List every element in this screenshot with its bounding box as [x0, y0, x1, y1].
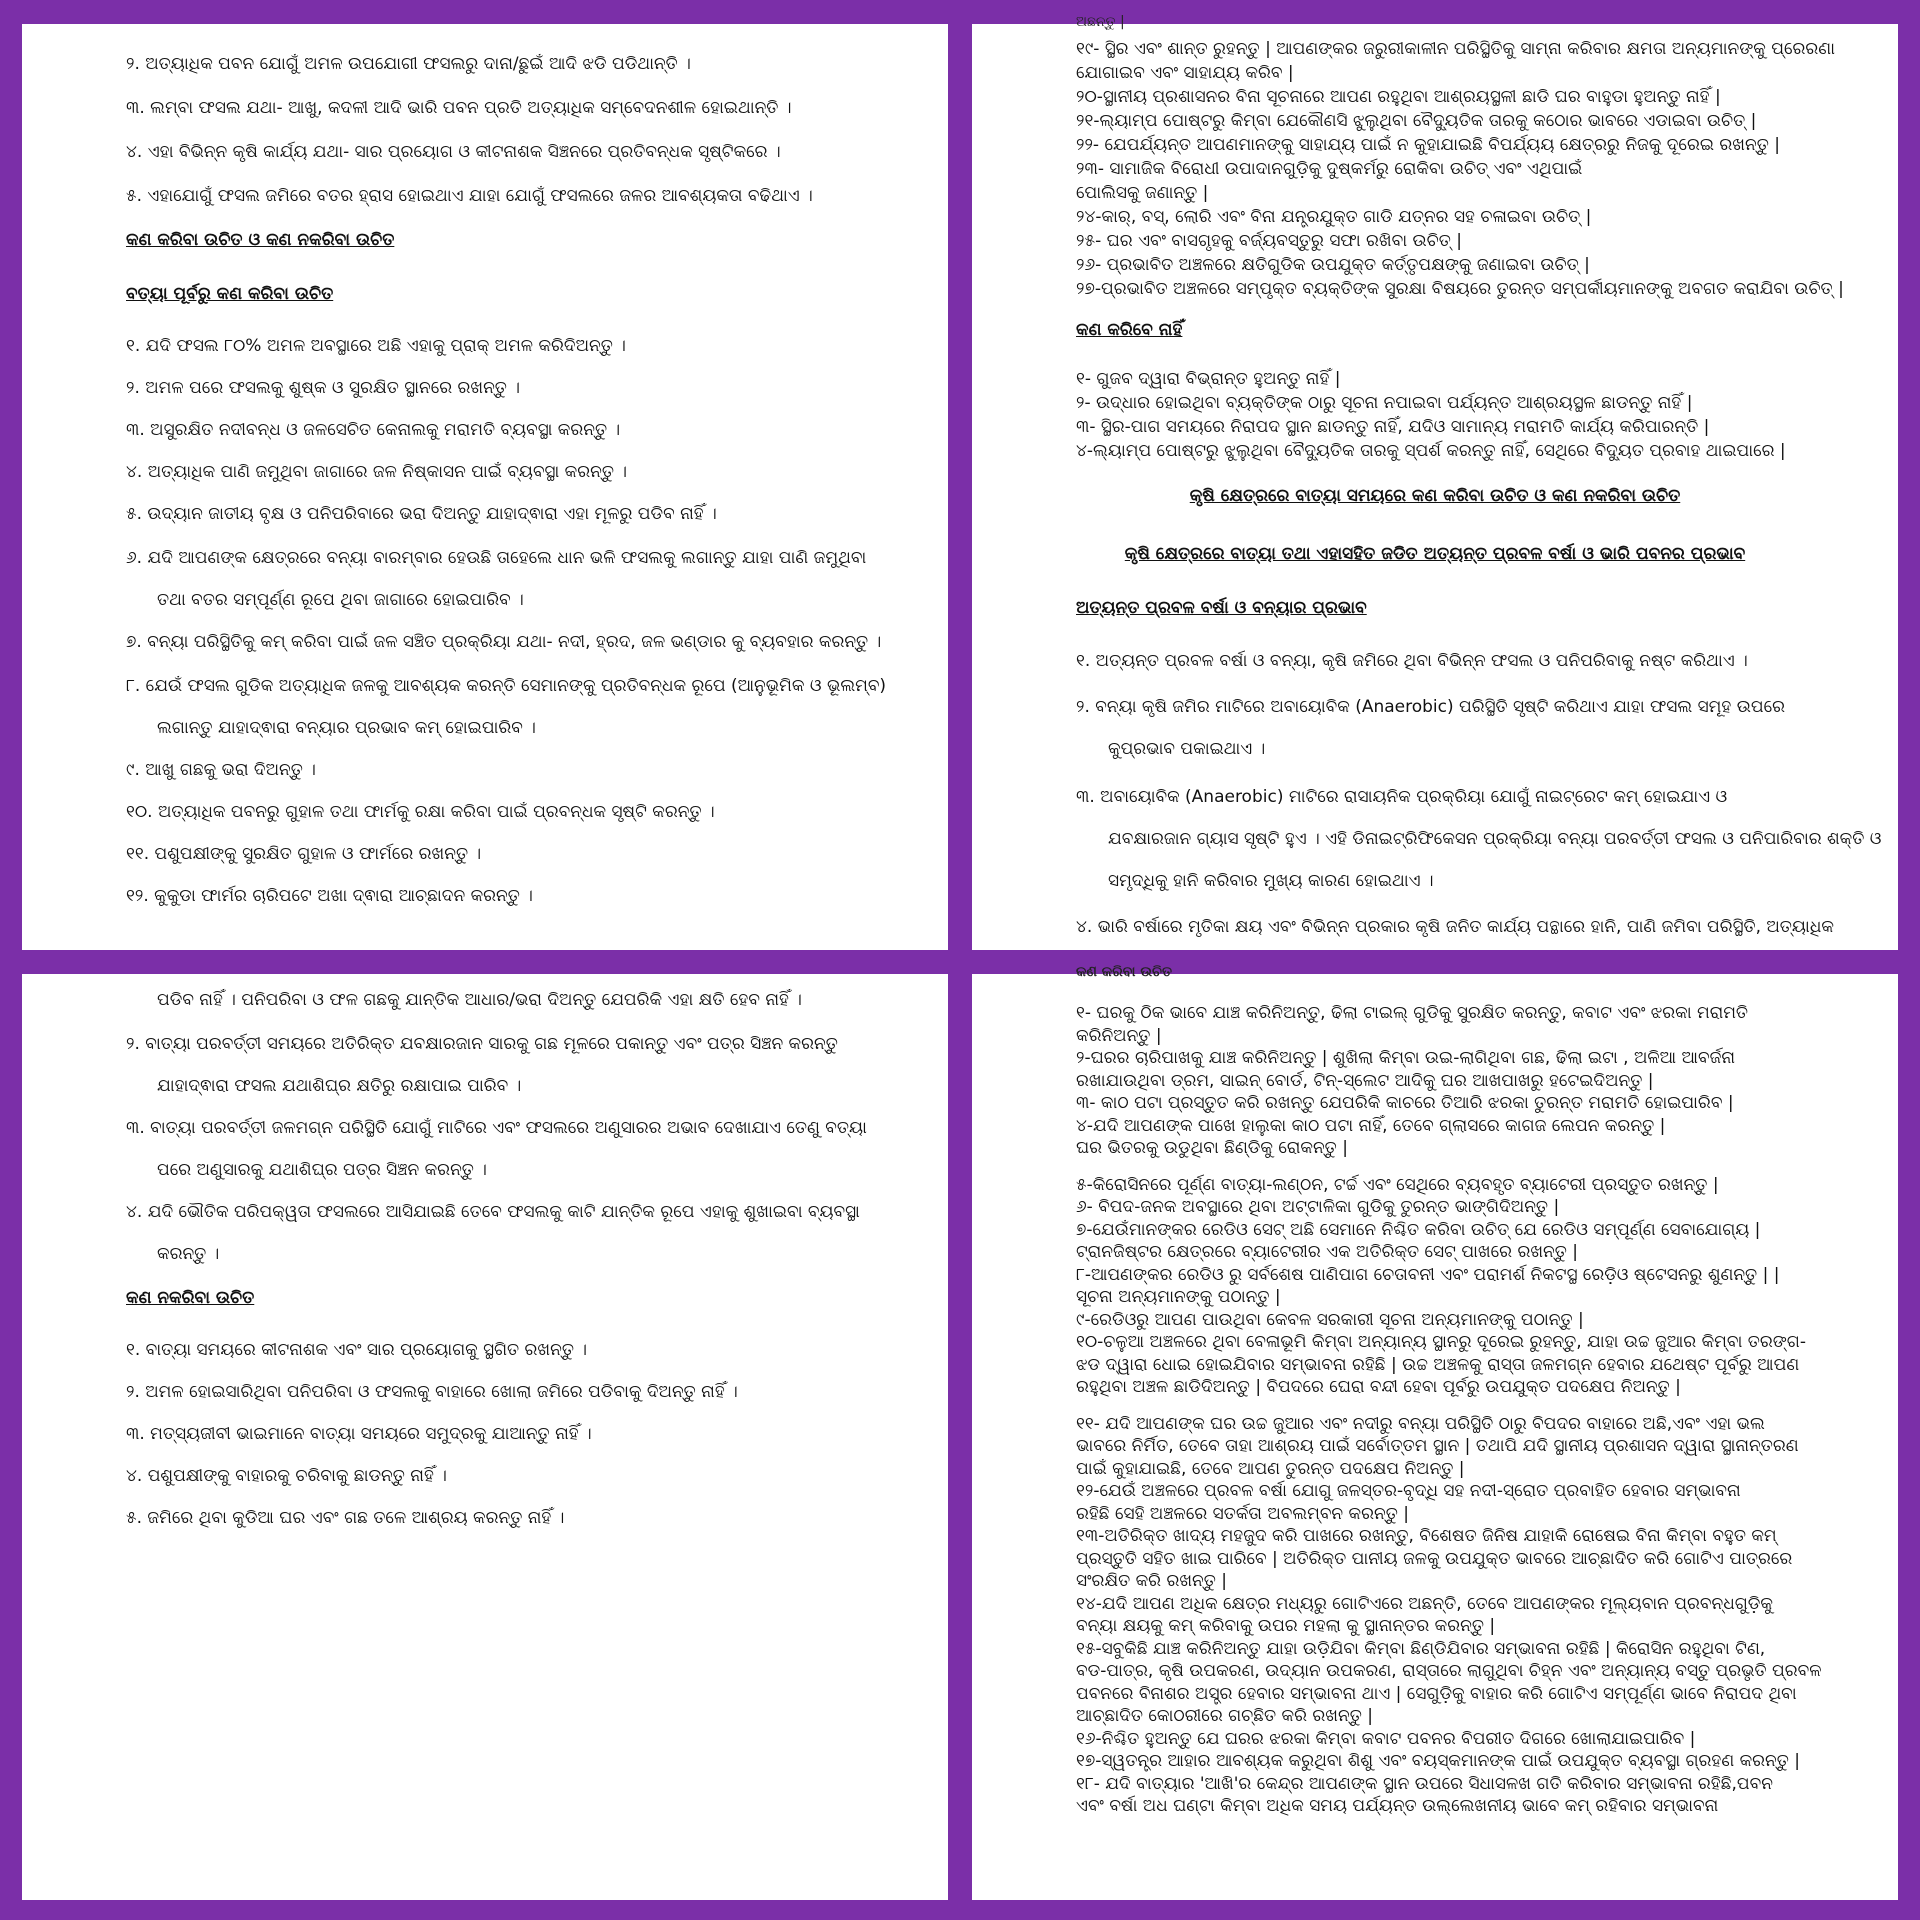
list-item: ୨୭-ପ୍ରଭାବିତ ଅଞ୍ଚଳରେ ସମ୍ପୃକ୍ତ ବ୍ୟକ୍ତିଙ୍କ ସୁରକ୍ଷା ବିଷୟରେ ତୁରନ୍ତ ସମ୍ପର୍କୀୟମାନଙ୍କୁ ଅବଗତ କରାଯିବା ଉଚିତ୍ |: [1076, 279, 1844, 299]
list-item: ୨. ଅତ୍ୟାଧିକ ପବନ ଯୋଗୁଁ ଅମଳ ଉପଯୋଗୀ ଫସଲରୁ ଦାନା/ଛୁଇଁ ଆଦି ଝଡି ପଡିଥାନ୍ତି ।: [126, 54, 691, 74]
list-item-continuation: ସମୃଦ୍ଧିକୁ ହାନି କରିବାର ମୁଖ୍ୟ କାରଣ ହୋଇଥାଏ ।: [1108, 871, 1434, 891]
list-item: ୧୯- ସ୍ଥିର ଏବଂ ଶାନ୍ତ ରୁହନ୍ତୁ | ଆପଣଙ୍କର ଜରୁରୀକାଳୀନ ପରିସ୍ଥିତିକୁ ସାମ୍ନା କରିବାର କ୍ଷମତା ଅନ୍ୟମାନଙ୍କୁ ପ୍ରେରଣା: [1076, 39, 1835, 59]
list-item: ୧୨-ଯେଉଁ ଅଞ୍ଚଳରେ ପ୍ରବଳ ବର୍ଷା ଯୋଗୁ ଜଳସ୍ତର-ବୃଦ୍ଧି ସହ ନଦୀ-ସ୍ରୋତ ପ୍ରବାହିତ ହେବାର ସମ୍ଭାବନା: [1076, 1481, 1741, 1501]
list-item: ବଡ-ପାତ୍ର, କୃଷି ଉପକରଣ, ଉଦ୍ୟାନ ଉପକରଣ, ରାସ୍ତାରେ ଲାଗୁଥିବା ଚିହ୍ନ ଏବଂ ଅନ୍ୟାନ୍ୟ ବସ୍ତୁ ପ୍ରଭୃତି ପ୍ରବଳ: [1076, 1661, 1822, 1681]
list-item: ପୋଲିସକୁ ଜଣାନ୍ତୁ |: [1076, 183, 1209, 203]
list-item: ୪-ଯଦି ଆପଣଙ୍କ ପାଖେ ହାଲୁକା କାଠ ପଟା ନାହିଁ, ତେବେ ଗ୍ଲାସରେ କାଗଜ ଲେପନ କରନ୍ତୁ |: [1076, 1115, 1666, 1136]
list-item: ୪. ଅତ୍ୟାଧିକ ପାଣି ଜମୁଥିବା ଜାଗାରେ ଜଳ ନିଷ୍କାସନ ପାଇଁ ବ୍ୟବସ୍ଥା କରନ୍ତୁ ।: [126, 462, 627, 482]
list-item: ୩. ଅବାୟୋବିକ (Anaerobic) ମାଟିରେ ରାସାୟନିକ ପ୍ରକ୍ରିୟା ଯୋଗୁଁ ନାଇଟ୍ରେଟ କମ୍ ହୋଇଯାଏ ଓ: [1076, 787, 1728, 807]
list-item: ୨୫- ଘର ଏବଂ ବାସଗୃହକୁ ବର୍ଜ୍ୟବସ୍ତୁରୁ ସଫା ରଖିବା ଉଚିତ୍ |: [1076, 231, 1462, 251]
list-item: ୭-ଯେଉଁମାନଙ୍କର ରେଡିଓ ସେଟ୍ ଅଛି ସେମାନେ ନିଶ୍ଚିତ କରିବା ଉଚିତ୍ ଯେ ରେଡିଓ ସମ୍ପୂର୍ଣ୍ଣ ସେବାଯୋଗ୍ୟ |: [1076, 1219, 1761, 1240]
list-item: ୬- ବିପଦ-ଜନକ ଅବସ୍ଥାରେ ଥିବା ଅଟ୍ଟାଳିକା ଗୁଡିକୁ ତୁରନ୍ତ ଭାଙ୍ଗିଦିଅନ୍ତୁ |: [1076, 1197, 1560, 1217]
list-item: କରିନିଅନ୍ତୁ |: [1076, 1025, 1162, 1046]
list-item: ୧୫-ସବୁକିଛି ଯାଞ୍ଚ କରିନିଅନ୍ତୁ ଯାହା ଉଡ଼ିଯିବା କିମ୍ବା ଛିଣ୍ଡିଯିବାର ସମ୍ଭାବନା ରହିଛି | କିରୋସିନ ରହୁଥିବା ଟିଣ,: [1076, 1638, 1766, 1659]
list-item: ଯୋଗାଇବ ଏବଂ ସାହାଯ୍ୟ କରିବ |: [1076, 63, 1294, 83]
cut-off-heading: କଣ କରିବା ଉଚିତ: [1076, 964, 1172, 980]
list-item: ବନ୍ୟା କ୍ଷୟକୁ କମ୍ କରିବାକୁ ଉପର ମହଲା କୁ ସ୍ଥାନାନ୍ତର କରନ୍ତୁ |: [1076, 1616, 1496, 1636]
list-item: ୫. ଉଦ୍ୟାନ ଜାତୀୟ ବୃକ୍ଷ ଓ ପନିପରିବାରେ ଭରା ଦିଅନ୍ତୁ ଯାହାଦ୍ଵାରା ଏହା ମୂଳରୁ ପଡିବ ନାହିଁ ।: [126, 504, 717, 524]
list-item: ୨. ଅମଳ ହୋଇସାରିଥିବା ପନିପରିବା ଓ ଫସଲକୁ ବାହାରେ ଖୋଲା ଜମିରେ ପଡିବାକୁ ଦିଅନ୍ତୁ ନାହିଁ ।: [126, 1382, 738, 1402]
panel-bottom-right: [972, 964, 1898, 1900]
list-item: ୭. ବନ୍ୟା ପରିସ୍ଥିତିକୁ କମ୍ କରିବା ପାଇଁ ଜଳ ସଞ୍ଚିତ ପ୍ରକ୍ରିୟା ଯଥା- ନଦୀ, ହ୍ରଦ, ଜଳ ଭଣ୍ଡାର କୁ ବ୍ୟବହାର କରନ୍ତୁ ।: [126, 632, 882, 652]
list-item: ୨୧-ଲ୍ୟାମ୍ପ ପୋଷ୍ଟରୁ କିମ୍ବା ଯେକୌଣସି ଝୁଲୁଥିବା ବୈଦ୍ୟୁତିକ ତାରକୁ କଠୋର ଭାବରେ ଏଡାଇବା ଉଚିତ୍ |: [1076, 111, 1757, 131]
list-item: ୫. ଜମିରେ ଥିବା କୁଡିଆ ଘର ଏବଂ ଗଛ ତଳେ ଆଶ୍ରୟ କରନ୍ତୁ ନାହିଁ ।: [126, 1508, 565, 1528]
list-item: ୩. ଅସୁରକ୍ଷିତ ନଦୀବନ୍ଧ ଓ ଜଳସେଚିତ କେନାଲକୁ ମରାମତି ବ୍ୟବସ୍ଥା କରନ୍ତୁ ।: [126, 420, 621, 440]
list-item-continuation: ପଡିବ ନାହିଁ । ପନିପରିବା ଓ ଫଳ ଗଛକୁ ଯାନ୍ତିକ ଆଧାର/ଭରା ଦିଅନ୍ତୁ ଯେପରିକି ଏହା କ୍ଷତି ହେବ ନାହିଁ ।: [157, 990, 802, 1010]
list-item-continuation: ପରେ ଅଣୁସାରକୁ ଯଥାଶିଘ୍ର ପତ୍ର ସିଞ୍ଚନ କରନ୍ତୁ ।: [157, 1160, 487, 1180]
list-item: ୧୦-ଚଳୁଆ ଅଞ୍ଚଳରେ ଥିବା ବେଳାଭୂମି କିମ୍ବା ଅନ୍ୟାନ୍ୟ ସ୍ଥାନରୁ ଦୂରେଇ ରୁହନ୍ତୁ, ଯାହା ଉଚ୍ଚ ଜୁଆର କିମ୍ବା ତରଙ୍ଗ-: [1076, 1332, 1806, 1352]
list-item: ରହିଛି ସେହି ଅଞ୍ଚଳରେ ସତର୍କତା ଅବଲମ୍ବନ କରନ୍ତୁ |: [1076, 1503, 1409, 1524]
list-item: ୧୩-ଅତିରିକ୍ତ ଖାଦ୍ୟ ମହଜୁଦ କରି ପାଖରେ ରଖନ୍ତୁ, ବିଶେଷତ ଜିନିଷ ଯାହାକି ରୋଷେଇ ବିନା କିମ୍ବା ବହୁତ କମ୍: [1076, 1526, 1777, 1546]
list-item: ୨୬- ପ୍ରଭାବିତ ଅଞ୍ଚଳରେ କ୍ଷତିଗୁଡିକ ଉପଯୁକ୍ତ କର୍ତ୍ତୃପକ୍ଷଙ୍କୁ ଜଣାଇବା ଉଚିତ୍ |: [1076, 255, 1590, 275]
list-item-continuation: କରନ୍ତୁ ।: [157, 1244, 220, 1264]
list-item: ୩- କାଠ ପଟା ପ୍ରସ୍ତୁତ କରି ରଖନ୍ତୁ ଯେପରିକି କାଚରେ ତିଆରି ଝରକା ତୁରନ୍ତ ମରାମତି ହୋଇପାରିବ |: [1076, 1093, 1734, 1113]
section-subheading: ଅତ୍ୟନ୍ତ ପ୍ରବଳ ବର୍ଷା ଓ ବନ୍ୟାର ପ୍ରଭାବ: [1076, 598, 1367, 618]
list-item: ସଂରକ୍ଷିତ କରି ରଖନ୍ତୁ |: [1076, 1571, 1228, 1591]
list-item: ୨୦-ସ୍ଥାନୀୟ ପ୍ରଶାସନର ବିନା ସୂଚନାରେ ଆପଣ ରହୁଥିବା ଆଶ୍ରୟସ୍ଥଳୀ ଛାଡି ଘର ବାହୁଡା ହୁଅନ୍ତୁ ନାହିଁ |: [1076, 87, 1721, 107]
list-item: ୩. ମତ୍ସ୍ୟଜୀବୀ ଭାଇମାନେ ବାତ୍ୟା ସମୟରେ ସମୁଦ୍ରକୁ ଯାଆନ୍ତୁ ନାହିଁ ।: [126, 1424, 592, 1444]
section-heading: କଣ କରିବା ଉଚିତ ଓ କଣ ନକରିବା ଉଚିତ: [126, 230, 395, 250]
list-item: ୧୮- ଯଦି ବାତ୍ୟାର 'ଆଖି'ର କେନ୍ଦ୍ର ଆପଣଙ୍କ ସ୍ଥାନ ଉପରେ ସିଧାସଳଖ ଗତି କରିବାର ସମ୍ଭାବନା ରହିଛି,ପବନ: [1076, 1773, 1773, 1794]
list-item: ପ୍ରସ୍ତୁତି ସହିତ ଖାଇ ପାରିବେ | ଅତିରିକ୍ତ ପାନୀୟ ଜଳକୁ ଉପଯୁକ୍ତ ଭାବରେ ଆଚ୍ଛାଦିତ କରି ଗୋଟିଏ ପାତ୍ରରେ: [1076, 1548, 1793, 1569]
list-item: ୩. ଲମ୍ବା ଫସଲ ଯଥା- ଆଖୁ, କଦଳୀ ଆଦି ଭାରି ପବନ ପ୍ରତି ଅତ୍ୟାଧିକ ସମ୍ବେଦନଶୀଳ ହୋଇଥାନ୍ତି ।: [126, 98, 792, 118]
list-item: ପବନରେ ବିନାଶର ଅସ୍ତ୍ର ହେବାର ସମ୍ଭାବନା ଥାଏ | ସେଗୁଡ଼ିକୁ ବାହାର କରି ଗୋଟିଏ ସମ୍ପୂର୍ଣ୍ଣ ଭାବେ ନିରାପଦ ଥିବା: [1076, 1683, 1797, 1704]
list-item: ଟ୍ରାନଜିଷ୍ଟର କ୍ଷେତ୍ରରେ ବ୍ୟାଟେରୀର ଏକ ଅତିରିକ୍ତ ସେଟ୍ ପାଖରେ ରଖନ୍ତୁ |: [1076, 1242, 1579, 1262]
list-item: ୧୬-ନିଶ୍ଚିତ ହୁଅନ୍ତୁ ଯେ ଘରର ଝରକା କିମ୍ବା କବାଟ ପବନର ବିପରୀତ ଦିଗରେ ଖୋଲାଯାଇପାରିବ |: [1076, 1728, 1696, 1749]
list-item: ୨୩- ସାମାଜିକ ବିରୋଧୀ ଉପାଦାନଗୁଡ଼ିକୁ ଦୁଷ୍କର୍ମରୁ ରୋକିବା ଉଚିତ୍ ଏବଂ ଏଥିପାଇଁ: [1076, 159, 1583, 179]
list-item: ୨-ଘରର ଚାରିପାଖକୁ ଯାଞ୍ଚ କରିନିଅନ୍ତୁ | ଶୁଖିଲା କିମ୍ବା ଉଇ-ଲାଗିଥିବା ଗଛ, ଢିଲା ଇଟା , ଅଳିଆ ଆବର୍ଜନା: [1076, 1048, 1735, 1068]
list-item: ଏବଂ ବର୍ଷା ଅଧ ଘଣ୍ଟା କିମ୍ବା ଅଧିକ ସମୟ ପର୍ଯ୍ୟନ୍ତ ଉଲ୍ଲେଖନୀୟ ଭାବେ କମ୍ ରହିବାର ସମ୍ଭାବନା: [1076, 1796, 1719, 1816]
section-subheading: ବତ୍ୟା ପୂର୍ବରୁ କଣ କରିବା ଉଚିତ: [126, 284, 334, 304]
panel-top-left: [22, 24, 948, 950]
list-item: ରହୁଥିବା ଅଞ୍ଚଳ ଛାଡିଦିଅନ୍ତୁ | ବିପଦରେ ଘେରା ବନ୍ଦୀ ହେବା ପୂର୍ବରୁ ଉପଯୁକ୍ତ ପଦକ୍ଷେପ ନିଅନ୍ତୁ |: [1076, 1377, 1681, 1397]
list-item: ୪. ଏହା ବିଭିନ୍ନ କୃଷି କାର୍ଯ୍ୟ ଯଥା- ସାର ପ୍ରୟୋଗ ଓ କୀଟନାଶକ ସିଞ୍ଚନରେ ପ୍ରତିବନ୍ଧକ ସୃଷ୍ଟିକରେ ।: [126, 142, 781, 162]
list-item: ୬. ଯଦି ଆପଣଙ୍କ କ୍ଷେତ୍ରରେ ବନ୍ୟା ବାରମ୍ବାର ହେଉଛି ତାହେଲେ ଧାନ ଭଳି ଫସଲକୁ ଲଗାନ୍ତୁ ଯାହା ପାଣି ଜମୁଥିବା: [126, 548, 867, 568]
list-item: ୧୧. ପଶୁପକ୍ଷୀଙ୍କୁ ସୁରକ୍ଷିତ ଗୁହାଳ ଓ ଫାର୍ମରେ ରଖନ୍ତୁ ।: [126, 844, 482, 864]
list-item: ୧. ଅତ୍ୟନ୍ତ ପ୍ରବଳ ବର୍ଷା ଓ ବନ୍ୟା, କୃଷି ଜମିରେ ଥିବା ବିଭିନ୍ନ ଫସଲ ଓ ପନିପରିବାକୁ ନଷ୍ଟ କରିଥାଏ ।: [1076, 651, 1748, 671]
list-item-continuation: ଲଗାନ୍ତୁ ଯାହାଦ୍ଵାରା ବନ୍ୟାର ପ୍ରଭାବ କମ୍ ହୋଇପାରିବ ।: [157, 718, 536, 738]
list-item: ୯-ରେଡିଓରୁ ଆପଣ ପାଉଥିବା କେବଳ ସରକାରୀ ସୂଚନା ଅନ୍ୟମାନଙ୍କୁ ପଠାନ୍ତୁ |: [1076, 1309, 1584, 1330]
list-item: ୧- ଗୁଜବ ଦ୍ୱାରା ବିଭ୍ରାନ୍ତ ହୁଅନ୍ତୁ ନାହିଁ |: [1076, 369, 1341, 389]
list-item: ସୂଚନା ଅନ୍ୟମାନଙ୍କୁ ପଠାନ୍ତୁ |: [1076, 1287, 1281, 1307]
list-item: ୫. ଏହାଯୋଗୁଁ ଫସଲ ଜମିରେ ବତର ହ୍ରାସ ହୋଇଥାଏ ଯାହା ଯୋଗୁଁ ଫସଲରେ ଜଳର ଆବଶ୍ୟକତା ବଢିଥାଏ ।: [126, 186, 813, 206]
list-item: ୩. ବାତ୍ୟା ପରବର୍ତ୍ତୀ ଜଳମଗ୍ନ ପରିସ୍ଥିତି ଯୋଗୁଁ ମାଟିରେ ଏବଂ ଫସଲରେ ଅଣୁସାରର ଅଭାବ ଦେଖାଯାଏ ତେଣୁ ବତ୍ୟା: [126, 1118, 867, 1138]
list-item: ୫-କିରୋସିନରେ ପୂର୍ଣ୍ଣ ବାତ୍ୟା-ଲଣ୍ଠନ, ଟର୍ଚ୍ଚ ଏବଂ ସେଥିରେ ବ୍ୟବହୃତ ବ୍ୟାଟେରୀ ପ୍ରସ୍ତୁତ ରଖନ୍ତୁ |: [1076, 1174, 1719, 1195]
section-heading: କୃଷି କ୍ଷେତ୍ରରେ ବାତ୍ୟା ସମୟରେ କଣ କରିବା ଉଚିତ ଓ କଣ ନକରିବା ଉଚିତ: [1189, 486, 1681, 506]
list-item-continuation: ଯାହାଦ୍ଵାରା ଫସଲ ଯଥାଶିଘ୍ର କ୍ଷତିରୁ ରକ୍ଷାପାଇ ପାରିବ ।: [157, 1076, 522, 1096]
list-item: ୨୨- ଯେପର୍ଯ୍ୟନ୍ତ ଆପଣମାନଙ୍କୁ ସାହାଯ୍ୟ ପାଇଁ ନ କୁହାଯାଇଛି ବିପର୍ଯ୍ୟୟ କ୍ଷେତ୍ରରୁ ନିଜକୁ ଦୂରେଇ ରଖନ୍ତୁ |: [1076, 135, 1780, 155]
list-item: ୮-ଆପଣଙ୍କର ରେଡିଓ ରୁ ସର୍ବଶେଷ ପାଣିପାଗ ଚେତାବନୀ ଏବଂ ପରାମର୍ଶ ନିକଟସ୍ଥ ରେଡ଼ିଓ ଷ୍ଟେସନରୁ ଶୁଣନ୍ତୁ | |: [1076, 1264, 1780, 1285]
list-item: ୧୦. ଅତ୍ୟାଧିକ ପବନରୁ ଗୁହାଳ ତଥା ଫାର୍ମକୁ ରକ୍ଷା କରିବା ପାଇଁ ପ୍ରବନ୍ଧକ ସୃଷ୍ଟି କରନ୍ତୁ ।: [126, 802, 715, 822]
list-item: ୧୨. କୁକୁଡା ଫାର୍ମର ଚାରିପଟେ ଅଖା ଦ୍ଵାରା ଆଚ୍ଛାଦନ କରନ୍ତୁ ।: [126, 886, 533, 906]
section-heading: କଣ ନକରିବା ଉଚିତ: [126, 1288, 255, 1308]
list-item-continuation: ତଥା ବତର ସମ୍ପୂର୍ଣ୍ଣ ରୂପେ ଥିବା ଜାଗାରେ ହୋଇପାରିବ ।: [157, 590, 524, 610]
panel-top-right: [972, 14, 1898, 950]
section-heading: କୃଷି କ୍ଷେତ୍ରରେ ବାତ୍ୟା ତଥା ଏହାସହିତ ଜଡିତ ଅତ୍ୟନ୍ତ ପ୍ରବଳ ବର୍ଷା ଓ ଭାରି ପବନର ପ୍ରଭାବ: [1124, 544, 1746, 564]
list-item: ୩- ସ୍ଥିର-ପାଗ ସମୟରେ ନିରାପଦ ସ୍ଥାନ ଛାଡନ୍ତୁ ନାହିଁ, ଯଦିଓ ସାମାନ୍ୟ ମରାମତି କାର୍ଯ୍ୟ କରିପାରନ୍ତି |: [1076, 417, 1710, 437]
list-item: ୪-ଲ୍ୟାମ୍ପ ପୋଷ୍ଟରୁ ଝୁଲୁଥିବା ବୈଦ୍ୟୁତିକ ତାରକୁ ସ୍ପର୍ଶ କରନ୍ତୁ ନାହିଁ, ସେଥିରେ ବିଦ୍ୟୁତ ପ୍ରବାହ ଥାଇପାରେ |: [1076, 441, 1786, 461]
list-item: ପାଇଁ କୁହାଯାଇଛି, ତେବେ ଆପଣ ତୁରନ୍ତ ପଦକ୍ଷେପ ନିଅନ୍ତୁ |: [1076, 1458, 1465, 1479]
list-item: ଘର ଭିତରକୁ ଉଡୁଥିବା ଛିଣ୍ଡିକୁ ରୋକନ୍ତୁ |: [1076, 1138, 1348, 1158]
list-item: ୧. ବାତ୍ୟା ସମୟରେ କୀଟନାଶକ ଏବଂ ସାର ପ୍ରୟୋଗକୁ ସ୍ଥଗିତ ରଖନ୍ତୁ ।: [126, 1340, 588, 1360]
list-item: ୧. ଯଦି ଫସଲ ୮୦% ଅମଳ ଅବସ୍ଥାରେ ଅଛି ଏହାକୁ ପ୍ରାକ୍ ଅମଳ କରିଦିଅନ୍ତୁ ।: [126, 336, 626, 356]
list-item: ଝଡ ଦ୍ୱାରା ଧୋଇ ହୋଇଯିବାର ସମ୍ଭାବନା ରହିଛି | ଉଚ୍ଚ ଅଞ୍ଚଳକୁ ରାସ୍ତା ଜଳମଗ୍ନ ହେବାର ଯଥେଷ୍ଟ ପୂର୍ବରୁ ଆପଣ: [1076, 1354, 1800, 1375]
cut-off-text: ଅଛନ୍ତୁ |: [1076, 14, 1125, 30]
list-item: ୪. ପଶୁପକ୍ଷୀଙ୍କୁ ବାହାରକୁ ଚରିବାକୁ ଛାଡନ୍ତୁ ନାହିଁ ।: [126, 1466, 447, 1486]
list-item: ୨- ଉଦ୍ଧାର ହୋଇଥିବା ବ୍ୟକ୍ତିଙ୍କ ଠାରୁ ସୂଚନା ନପାଇବା ପର୍ଯ୍ୟନ୍ତ ଆଶ୍ରୟସ୍ଥଳ ଛାଡନ୍ତୁ ନାହିଁ |: [1076, 393, 1693, 413]
list-item: ଭାବରେ ନିର୍ମିତ, ତେବେ ତାହା ଆଶ୍ରୟ ପାଇଁ ସର୍ବୋତ୍ତମ ସ୍ଥାନ | ତଥାପି ଯଦି ସ୍ଥାନୀୟ ପ୍ରଶାସନ ଦ୍ୱାରା ସ୍ଥାନାନ୍ତରଣ: [1076, 1436, 1799, 1456]
list-item-continuation: ଯବକ୍ଷାରଜାନ ଗ୍ୟାସ ସୃଷ୍ଟି ହୁଏ । ଏହି ଡିନାଇଟ୍ରିଫିକେସନ ପ୍ରକ୍ରିୟା ବନ୍ୟା ପରବର୍ତ୍ତୀ ଫସଲ ଓ ପନିପାରିବାର ଶକ୍ତି ଓ: [1108, 829, 1882, 849]
list-item-continuation: କୁପ୍ରଭାବ ପକାଇଥାଏ ।: [1108, 739, 1266, 759]
list-item: ୪. ଯଦି ଭୌତିକ ପରିପକ୍ୱତା ଫସଲରେ ଆସିଯାଇଛି ତେବେ ଫସଲକୁ କାଟି ଯାନ୍ତିକ ରୂପେ ଏହାକୁ ଶୁଖାଇବା ବ୍ୟବସ୍ଥା: [126, 1202, 860, 1222]
list-item: ୨୪-କାର୍, ବସ୍, ଲୋରି ଏବଂ ବିନା ଯନ୍ତ୍ରଯୁକ୍ତ ଗାଡି ଯତ୍ନର ସହ ଚଳାଇବା ଉଚିତ୍ |: [1076, 207, 1592, 227]
list-item: ୨. ବାତ୍ୟା ପରବର୍ତ୍ତୀ ସମୟରେ ଅତିରିକ୍ତ ଯବକ୍ଷାରଜାନ ସାରକୁ ଗଛ ମୂଳରେ ପକାନ୍ତୁ ଏବଂ ପତ୍ର ସିଞ୍ଚନ କରନ୍ତୁ: [126, 1034, 838, 1054]
list-item: ୮. ଯେଉଁ ଫସଲ ଗୁଡିକ ଅତ୍ୟାଧିକ ଜଳକୁ ଆବଶ୍ୟକ କରନ୍ତି ସେମାନଙ୍କୁ ପ୍ରତିବନ୍ଧକ ରୂପେ (ଆନୁଭୂମିକ ଓ ଭୂଲମ୍ବ): [126, 676, 887, 696]
list-item: ୧- ଘରକୁ ଠିକ ଭାବେ ଯାଞ୍ଚ କରିନିଅନ୍ତୁ, ଢିଲା ଟାଇଲ୍ ଗୁଡିକୁ ସୁରକ୍ଷିତ କରନ୍ତୁ, କବାଟ ଏବଂ ଝରକା ମରାମତି: [1076, 1003, 1749, 1023]
list-item: ଆଚ୍ଛାଦିତ କୋଠରୀରେ ଗଚ୍ଛିତ କରି ରଖନ୍ତୁ |: [1076, 1706, 1373, 1726]
section-heading: କଣ କରିବେ ନାହିଁ: [1076, 320, 1183, 340]
panel-bottom-left: [22, 974, 948, 1900]
list-item: ୧୪-ଯଦି ଆପଣ ଅଧିକ କ୍ଷେତ୍ର ମଧ୍ୟରୁ ଗୋଟିଏରେ ଅଛନ୍ତି, ତେବେ ଆପଣଙ୍କର ମୂଲ୍ୟବାନ ପ୍ରବନ୍ଧଗୁଡ଼ିକୁ: [1076, 1593, 1773, 1614]
list-item: ରଖାଯାଉଥିବା ଡ୍ରମ, ସାଇନ୍ ବୋର୍ଡ, ଟିନ୍-ସ୍ଲେଟ ଆଦିକୁ ଘର ଆଖପାଖରୁ ହଟେଇଦିଅନ୍ତୁ |: [1076, 1070, 1654, 1091]
list-item: ୧୧- ଯଦି ଆପଣଙ୍କ ଘର ଉଚ୍ଚ ଜୁଆର ଏବଂ ନଦୀରୁ ବନ୍ୟା ପରିସ୍ଥିତି ଠାରୁ ବିପଦର ବାହାରେ ଅଛି,ଏବଂ ଏହା ଭଲ: [1076, 1413, 1765, 1434]
list-item: ୪. ଭାରି ବର୍ଷାରେ ମୃତିକା କ୍ଷୟ ଏବଂ ବିଭିନ୍ନ ପ୍ରକାର କୃଷି ଜନିତ କାର୍ଯ୍ୟ ପନ୍ଥାରେ ହାନି, ପାଣି ଜମିବା ପରିସ୍ଥିତି, ଅତ୍ୟାଧିକ: [1076, 917, 1834, 937]
list-item: ୯. ଆଖୁ ଗଛକୁ ଭରା ଦିଅନ୍ତୁ ।: [126, 760, 316, 780]
list-item: ୧୭-ସ୍ୱତନ୍ତ୍ର ଆହାର ଆବଶ୍ୟକ କରୁଥିବା ଶିଶୁ ଏବଂ ବୟସ୍କମାନଙ୍କ ପାଇଁ ଉପଯୁକ୍ତ ବ୍ୟବସ୍ଥା ଗ୍ରହଣ କରନ୍ତୁ |: [1076, 1751, 1801, 1771]
list-item: ୨. ବନ୍ୟା କୃଷି ଜମିର ମାଟିରେ ଅବାୟୋବିକ (Anaerobic) ପରିସ୍ଥିତି ସୃଷ୍ଟି କରିଥାଏ ଯାହା ଫସଲ ସମୂହ ଉପରେ: [1076, 697, 1785, 717]
list-item: ୨. ଅମଳ ପରେ ଫସଲକୁ ଶୁଷ୍କ ଓ ସୁରକ୍ଷିତ ସ୍ଥାନରେ ରଖନ୍ତୁ ।: [126, 378, 520, 398]
